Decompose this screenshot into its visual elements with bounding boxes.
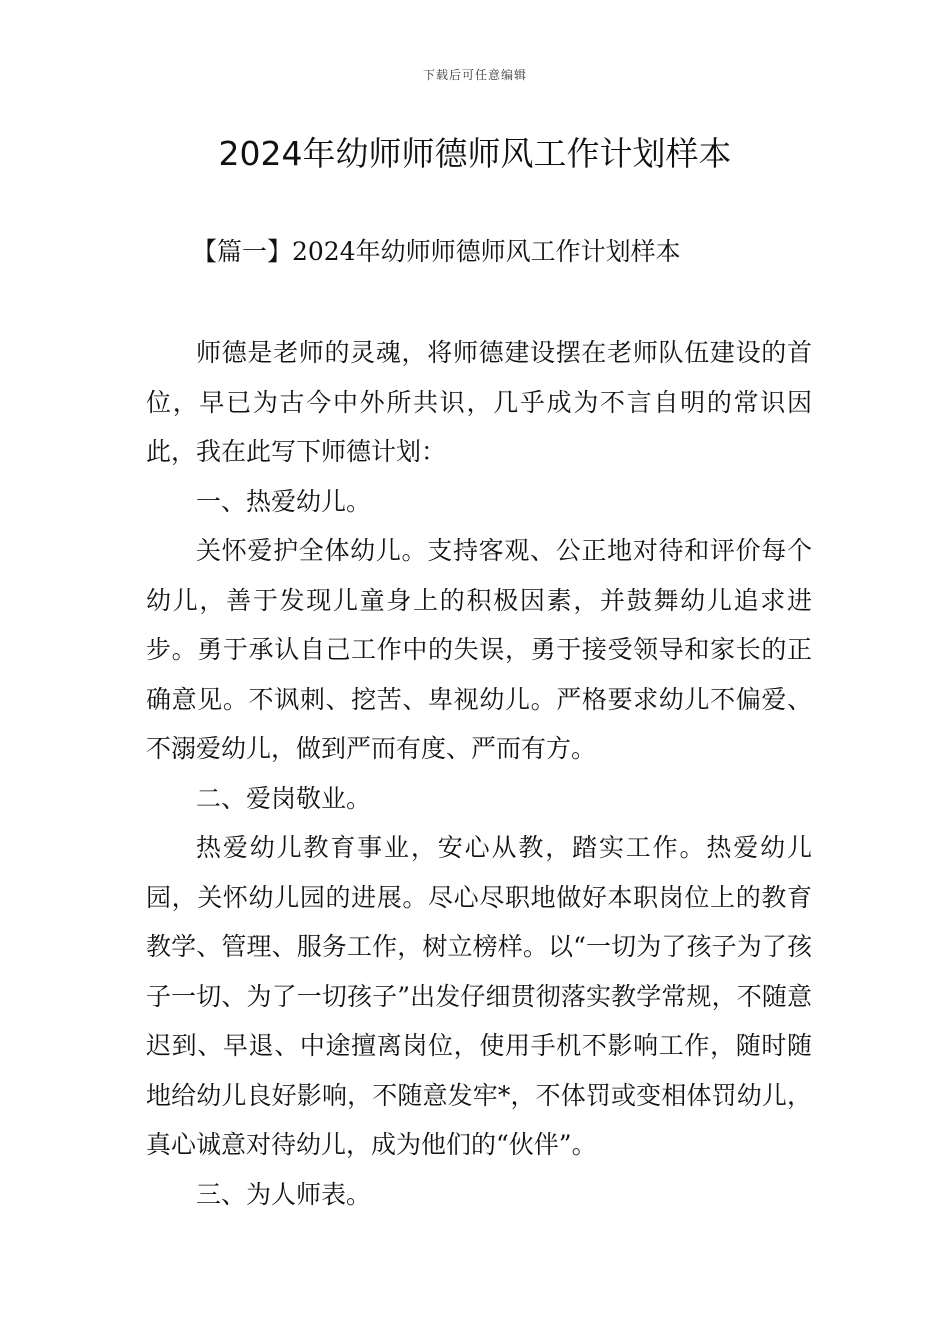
heading-love-children: 一、热爱幼儿。 (196, 486, 372, 516)
header-note: 下载后可任意编辑 (422, 68, 527, 82)
heading-dedication: 二、爱岗敬业。 (196, 783, 372, 813)
paragraph-love-children: 关怀爱护全体幼儿。支持客观、公正地对待和评价每个幼儿，善于发现儿童身上的积极因素，并鼓舞幼儿追求进步。勇于承认自己工作中的失误，勇于接受领导和家长的正确意见。不讽刺、挖苦、卑视幼儿。严格要求幼儿不偏爱、不溺爱幼儿，做到严而有度、严而有方。 (146, 536, 812, 763)
paragraph-intro: 师德是老师的灵魂，将师德建设摆在老师队伍建设的首位，早已为古今中外所共识，几乎成为不言自明的常识因此，我在此写下师德计划： (146, 338, 812, 466)
section-heading: 【篇一】2024年幼师师德师风工作计划样本 (192, 237, 681, 266)
heading-role-model: 三、为人师表。 (196, 1179, 372, 1209)
paragraph-dedication: 热爱幼儿教育事业，安心从教，踏实工作。热爱幼儿园，关怀幼儿园的进展。尽心尽职地做好本职岗位上的教育教学、管理、服务工作，树立榜样。以“一切为了孩子为了孩子一切、为了一切孩子”出发仔细贯彻落实教学常规，不随意迟到、早退、中途擅离岗位，使用手机不影响工作，随时随地给幼儿良好影响，不随意发牢*，不体罚或变相体罚幼儿，真心诚意对待幼儿，成为他们的“伙伴”。 (146, 833, 812, 1159)
document-body (146, 328, 812, 1219)
document-title: 2024年幼师师德师风工作计划样本 (218, 134, 732, 173)
